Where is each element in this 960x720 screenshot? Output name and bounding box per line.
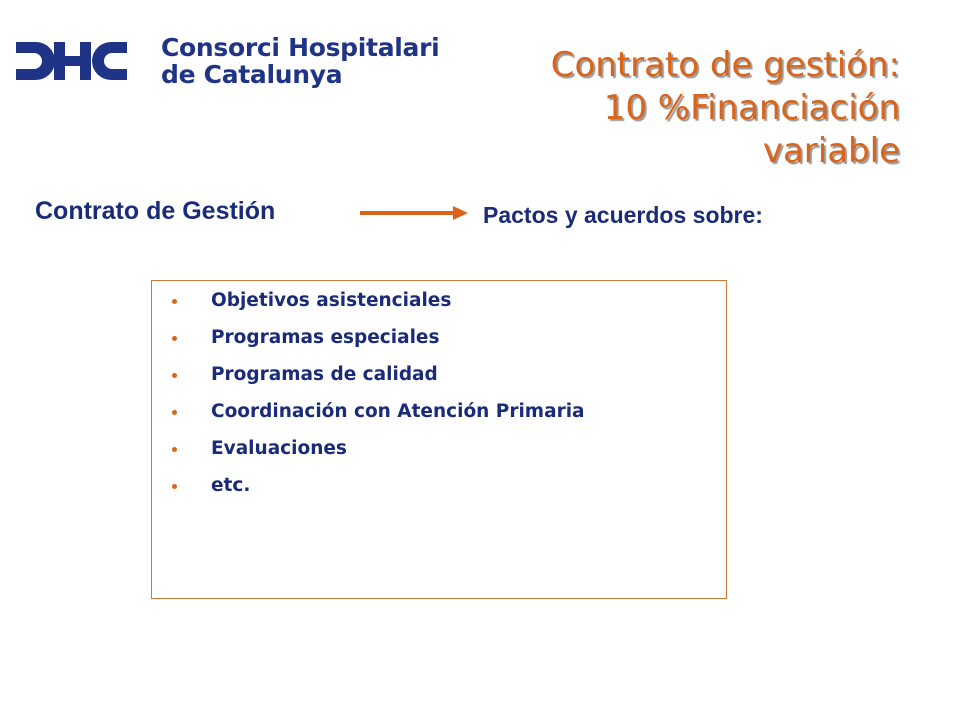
title-line-1: Contrato de gestión: bbox=[550, 45, 900, 85]
bullet-icon bbox=[172, 447, 177, 452]
contrato-label: Contrato de Gestión bbox=[35, 197, 276, 225]
bullet-icon bbox=[172, 336, 177, 341]
agreements-box bbox=[151, 280, 727, 599]
list-item-text: Programas especiales bbox=[211, 327, 440, 348]
agreements-list bbox=[172, 288, 585, 510]
arrow-right-icon bbox=[360, 203, 470, 223]
bullet-icon bbox=[172, 373, 177, 378]
slide-title bbox=[551, 44, 900, 173]
pactos-label: Pactos y acuerdos sobre: bbox=[483, 202, 763, 228]
title-line-3: variable bbox=[762, 131, 900, 171]
list-item bbox=[172, 473, 585, 510]
list-item-text: Objetivos asistenciales bbox=[211, 290, 452, 311]
logo-wordmark bbox=[161, 34, 439, 88]
list-item-text: Programas de calidad bbox=[211, 364, 438, 385]
logo-line-1: Consorci Hospitalari bbox=[161, 33, 440, 62]
list-item bbox=[172, 436, 585, 473]
list-item-text: Coordinación con Atención Primaria bbox=[211, 401, 585, 422]
bullet-icon bbox=[172, 410, 177, 415]
consorci-logo bbox=[14, 33, 440, 94]
list-item-text: Evaluaciones bbox=[211, 438, 347, 459]
title-line-2: 10 %Financiación bbox=[603, 88, 900, 128]
list-item bbox=[172, 325, 585, 362]
bullet-icon bbox=[172, 484, 177, 489]
list-item bbox=[172, 362, 585, 399]
list-item bbox=[172, 288, 585, 325]
list-item bbox=[172, 399, 585, 436]
bullet-icon bbox=[172, 299, 177, 304]
chc-logo-mark bbox=[14, 38, 129, 84]
logo-line-2: de Catalunya bbox=[161, 60, 343, 89]
list-item-text: etc. bbox=[211, 475, 251, 496]
